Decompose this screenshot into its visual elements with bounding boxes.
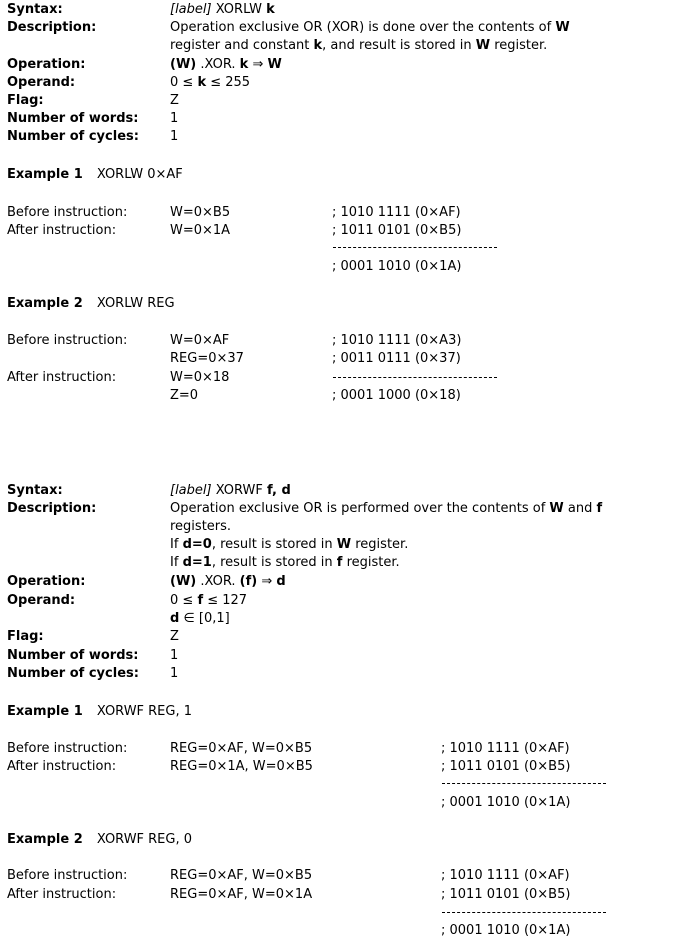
before-value: REG=0×AF, W=0×B5 — [170, 868, 313, 883]
description-text: and — [567, 501, 593, 516]
syntax-value — [170, 482, 291, 500]
description-k: k — [313, 38, 323, 53]
description-w: W — [475, 38, 491, 53]
operation-f: (f) — [239, 574, 258, 589]
flag-value: Z — [170, 629, 179, 644]
cycles-value: 1 — [170, 129, 179, 144]
before-label: Before instruction: — [7, 741, 128, 756]
description-text: register. — [494, 38, 548, 53]
description-text: Operation exclusive OR is performed over the contents of — [170, 501, 546, 516]
divider — [442, 912, 606, 913]
flag-label: Flag: — [7, 629, 44, 644]
syntax-value — [170, 1, 275, 19]
words-label: Number of words: — [7, 648, 139, 663]
operation-value — [170, 56, 282, 74]
operand-low: 0 ≤ — [170, 593, 194, 608]
operation-k: k — [239, 57, 249, 72]
binary-result: ; 0001 1010 (0×1A) — [441, 795, 571, 810]
syntax-label-placeholder: [label] — [170, 483, 212, 498]
after-value: W=0×1A — [170, 223, 231, 238]
divider — [333, 377, 497, 378]
description-d0: d=0 — [182, 537, 212, 552]
example-title: Example 1 — [7, 167, 83, 182]
operand-value-2 — [170, 610, 230, 628]
description-line-2 — [170, 37, 547, 55]
syntax-arg: f, d — [267, 483, 291, 498]
description-label: Description: — [7, 501, 97, 516]
words-value: 1 — [170, 111, 179, 126]
after-value: REG=0×AF, W=0×1A — [170, 887, 313, 902]
binary-comment: ; 0011 0111 (0×37) — [332, 351, 461, 366]
example-title: Example 1 — [7, 704, 83, 719]
operation-w: (W) — [170, 574, 197, 589]
divider — [442, 783, 606, 784]
example-2-heading — [7, 295, 175, 313]
before-label: Before instruction: — [7, 868, 128, 883]
description-line-4 — [170, 554, 400, 572]
binary-comment: ; 1011 0101 (0×B5) — [441, 887, 571, 902]
operation-label: Operation: — [7, 57, 86, 72]
binary-comment: ; 1011 0101 (0×B5) — [332, 223, 462, 238]
after-label: After instruction: — [7, 223, 117, 238]
description-line-2: registers. — [170, 519, 232, 534]
operation-xor: .XOR. — [200, 574, 236, 589]
operand-low: 0 ≤ — [170, 75, 194, 90]
after-label: After instruction: — [7, 887, 117, 902]
description-label: Description: — [7, 20, 97, 35]
example-1-heading — [7, 166, 183, 184]
operand-high: ≤ 127 — [207, 593, 248, 608]
operand-d: d — [170, 611, 180, 626]
syntax-label: Syntax: — [7, 2, 63, 17]
description-w: W — [555, 20, 570, 35]
example-title: Example 2 — [7, 296, 83, 311]
syntax-mnemonic: XORWF — [215, 483, 263, 498]
after-value: W=0×18 — [170, 370, 230, 385]
example-2-heading — [7, 831, 192, 849]
example-code: XORLW REG — [96, 296, 175, 311]
operand-k: k — [197, 75, 207, 90]
syntax-label: Syntax: — [7, 483, 63, 498]
operand-high: ≤ 255 — [210, 75, 251, 90]
operation-arrow: ⇒ — [261, 574, 273, 589]
operation-value — [170, 573, 286, 591]
operation-dest: d — [276, 574, 286, 589]
words-value: 1 — [170, 648, 179, 663]
operation-label: Operation: — [7, 574, 86, 589]
after-label: After instruction: — [7, 759, 117, 774]
words-label: Number of words: — [7, 111, 139, 126]
description-text: , result is stored in — [211, 537, 333, 552]
binary-comment: ; 1011 0101 (0×B5) — [441, 759, 571, 774]
syntax-label-placeholder: [label] — [170, 2, 212, 17]
before-value: REG=0×AF, W=0×B5 — [170, 741, 313, 756]
description-text: register. — [355, 537, 409, 552]
description-text: If — [170, 537, 179, 552]
binary-result: ; 0001 1010 (0×1A) — [332, 259, 462, 274]
description-w: W — [336, 537, 352, 552]
binary-result: ; 0001 1000 (0×18) — [332, 388, 461, 403]
flag-value: Z — [170, 93, 179, 108]
example-code: XORWF REG, 1 — [96, 704, 193, 719]
operation-dest: W — [267, 57, 282, 72]
after-label: After instruction: — [7, 370, 117, 385]
example-title: Example 2 — [7, 832, 83, 847]
cycles-label: Number of cycles: — [7, 666, 139, 681]
cycles-value: 1 — [170, 666, 179, 681]
flag-label: Flag: — [7, 93, 44, 108]
example-code: XORLW 0×AF — [96, 167, 183, 182]
operand-label: Operand: — [7, 593, 76, 608]
binary-result: ; 0001 1010 (0×1A) — [441, 923, 571, 938]
divider — [333, 247, 497, 248]
operand-value-1 — [170, 592, 247, 610]
syntax-arg: k — [266, 2, 275, 17]
description-d1: d=1 — [182, 555, 212, 570]
before-value: W=0×B5 — [170, 205, 231, 220]
description-text: register and constant — [170, 38, 310, 53]
operand-set: ∈ [0,1] — [183, 611, 230, 626]
description-text: If — [170, 555, 179, 570]
description-text: , result is stored in — [211, 555, 333, 570]
description-text: Operation exclusive OR (XOR) is done over the contents of — [170, 20, 552, 35]
example-1-heading — [7, 703, 192, 721]
binary-comment: ; 1010 1111 (0×A3) — [332, 333, 462, 348]
syntax-mnemonic: XORLW — [215, 2, 262, 17]
operation-arrow: ⇒ — [252, 57, 264, 72]
description-text: register. — [346, 555, 400, 570]
example-code: XORWF REG, 0 — [96, 832, 193, 847]
cycles-label: Number of cycles: — [7, 129, 139, 144]
binary-comment: ; 1010 1111 (0×AF) — [441, 741, 570, 756]
before-label: Before instruction: — [7, 333, 128, 348]
description-w: W — [549, 501, 564, 516]
operand-label: Operand: — [7, 75, 76, 90]
operand-f: f — [197, 593, 204, 608]
binary-comment: ; 1010 1111 (0×AF) — [441, 868, 570, 883]
description-line-1 — [170, 19, 570, 37]
description-line-1 — [170, 500, 602, 518]
description-text: , and result is stored in — [322, 38, 472, 53]
operation-w: (W) — [170, 57, 197, 72]
after-value: Z=0 — [170, 388, 199, 403]
after-value: REG=0×1A, W=0×B5 — [170, 759, 313, 774]
before-value: REG=0×37 — [170, 351, 244, 366]
description-line-3 — [170, 536, 408, 554]
operation-xor: .XOR. — [200, 57, 236, 72]
description-f: f — [336, 555, 343, 570]
binary-comment: ; 1010 1111 (0×AF) — [332, 205, 461, 220]
before-value: W=0×AF — [170, 333, 230, 348]
before-label: Before instruction: — [7, 205, 128, 220]
operand-value — [170, 74, 250, 92]
description-f: f — [596, 501, 603, 516]
